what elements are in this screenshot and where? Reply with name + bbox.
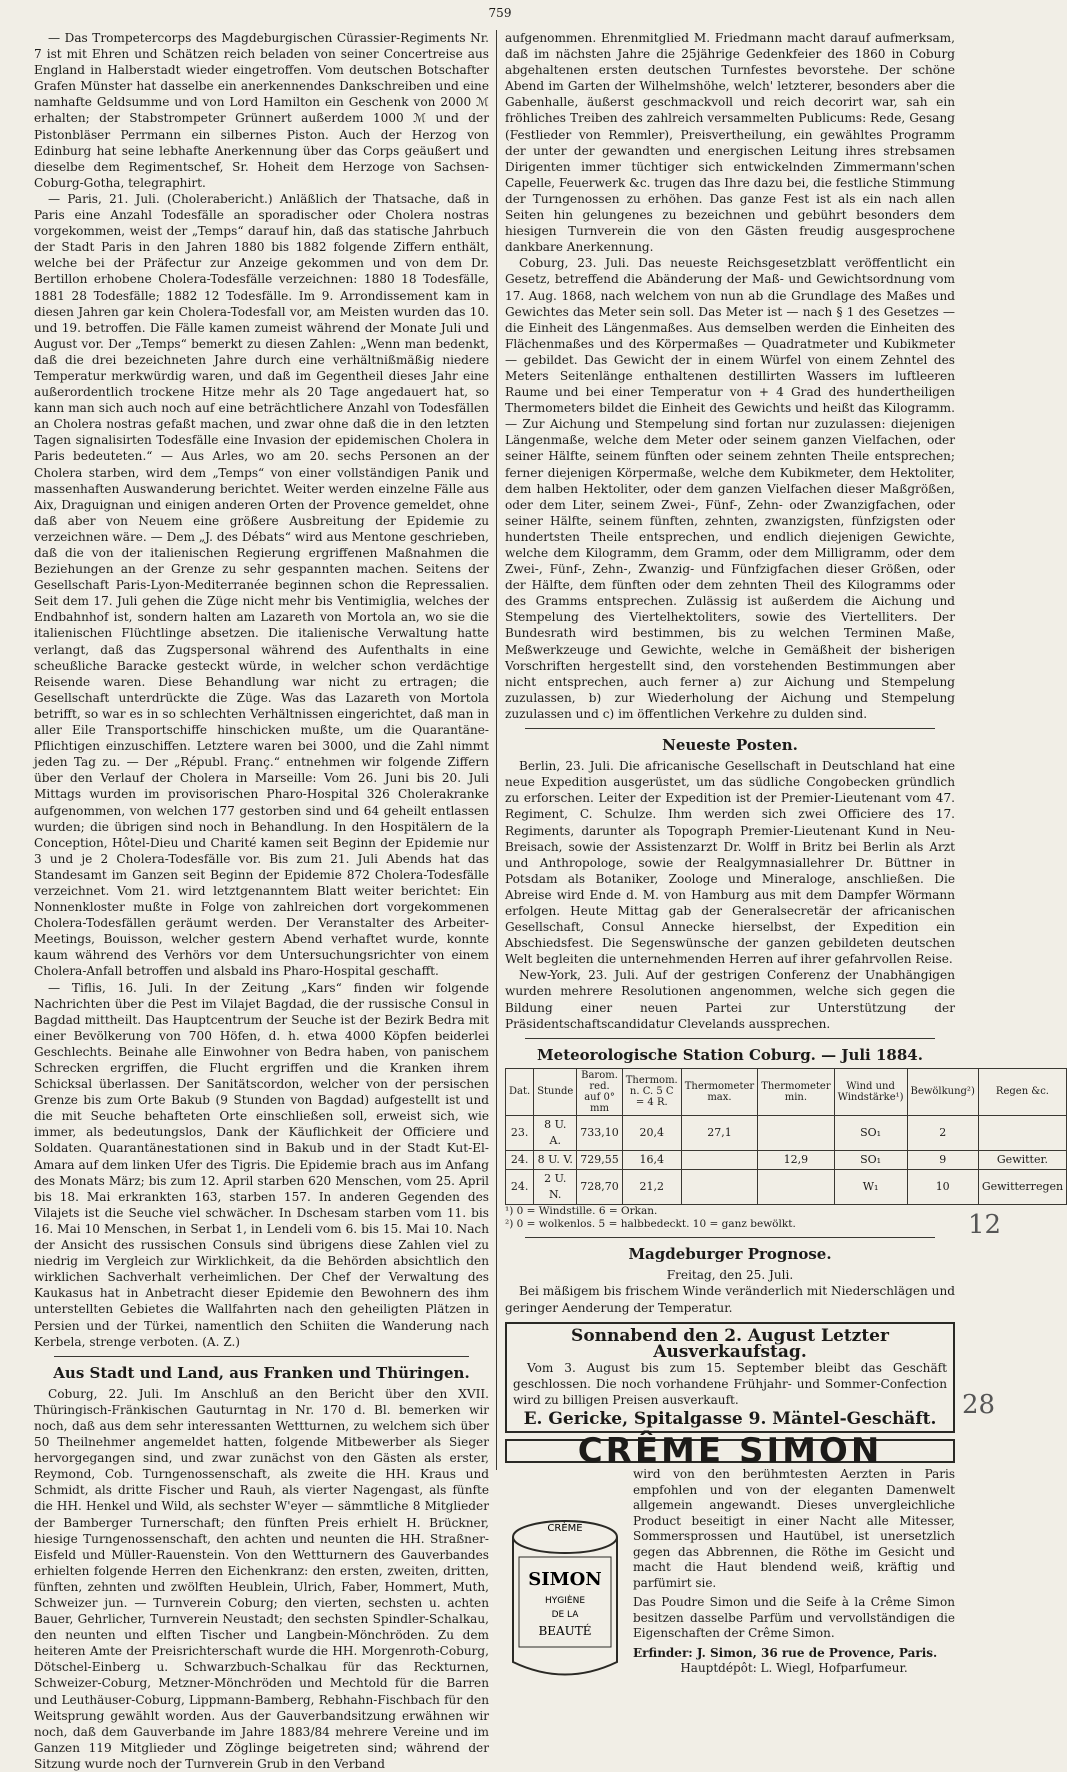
- margin-handwriting: 28: [962, 1390, 996, 1420]
- meteo-header: Thermometer max.: [681, 1068, 757, 1115]
- section-rule: [525, 1237, 935, 1238]
- meteo-note-wind: ¹) 0 = Windstille. 6 = Orkan.: [505, 1205, 658, 1218]
- table-cell: 733,10: [577, 1115, 623, 1150]
- meteo-header: Regen &c.: [978, 1068, 1066, 1115]
- table-cell: [758, 1170, 834, 1205]
- table-cell: Gewitterregen: [978, 1170, 1066, 1205]
- jar-label-de: DE LA: [551, 1610, 579, 1621]
- ad-gericke-headline: Sonnabend den 2. August Letzter Ausverkaufstag.: [571, 1325, 889, 1362]
- article-tiflis: — Tiflis, 16. Juli. In der Zeitung „Kars“ finden wir folgende Nachrichten über die Pest im Vilajet Bagdad, die der russische Consul in Bagdad mittheilt. Das Hauptcentrum der Seuche ist der Bezirk Bedra mit einer Bevölkerung von 700 Höfen, d. h. etwa 4000 Köpfen beiderlei Geschlechts. Beinahe alle Einwohner von Bedra haben, von panischem Schrecken ergriffen, die Flucht ergriffen und die Kranken ihrem Schicksal überlassen. Der Sanitätscordon, welcher von der persischen Grenze bis zum Orte Bakub (9 Stunden von Bagdad) aufgestellt ist und die mit Seuche behafteten Orte einschließen soll, erweist sich, wie immer, als bedeutungslos, Dank der Käuflichkeit der Officiere und Soldaten. Quarantänestationen sind in Bakub und in der Stadt Kut-El-Amara auf dem linken Ufer des Tigris. Die Epidemie brach aus im Anfang des Monats März; bis zum 12. April starben 620 Menschen, vom 25. April bis 18. Mai erkrankten 163, starben 157. In anderen Gegenden des Vilajets ist die Seuche viel schwächer. In Dschesam starben vom 11. bis 16. Mai 10 Menschen, in Serbat 1, in Lendeli vom 6. bis 15. Mai 10. Nach der Ansicht des russischen Consuls sind übrigens diese Zahlen viel zu niedrig im Vergleich zur Wirklichkeit, da die Behörden absichtlich den wirklichen Sachverhalt verheimlichen. Der Chef der Verwaltung des Kaukasus hat in Anbetracht dieser Epidemie den Bewohnern des ihm unterstellten Gebietes die Wallfahrten nach den geheiligten Plätzen in Persien und der Türkei, namentlich den Schiiten die Wanderung nach Kerbela, strenge verboten. (A. Z.): [34, 980, 489, 1349]
- table-cell: 729,55: [577, 1151, 623, 1170]
- meteo-header: Dat.: [506, 1068, 534, 1115]
- meteo-header: Bewölkung²): [907, 1068, 978, 1115]
- meteo-header: Thermometer min.: [758, 1068, 834, 1115]
- table-cell: 728,70: [577, 1170, 623, 1205]
- table-cell: 2 U. N.: [534, 1170, 577, 1205]
- ad-creme-simon: [505, 1431, 955, 1704]
- table-cell: 24.: [506, 1170, 534, 1205]
- creme-jar-illustration-icon: [505, 1497, 625, 1697]
- table-row: [506, 1115, 1067, 1150]
- ad-gericke: [505, 1322, 955, 1434]
- right-column: [505, 30, 1064, 1676]
- table-cell: 20,4: [622, 1115, 681, 1150]
- table-cell: 27,1: [681, 1115, 757, 1150]
- page-number: 759: [488, 6, 512, 20]
- margin-handwriting: 12: [968, 1210, 1002, 1240]
- meteo-table: [505, 1068, 1067, 1205]
- table-cell: [681, 1151, 757, 1170]
- left-column: [34, 30, 489, 1771]
- prognose-date: Freitag, den 25. Juli.: [666, 1268, 794, 1283]
- table-cell: 12,9: [758, 1151, 834, 1170]
- table-cell: 8 U. A.: [534, 1115, 577, 1150]
- meteo-title: Meteorologische Station Coburg. — Juli 1884.: [537, 1045, 923, 1064]
- table-cell: [978, 1115, 1066, 1150]
- ad-creme-depot: Hauptdépôt: L. Wiegl, Hofparfumeur.: [680, 1661, 908, 1676]
- jar-label-top: CRÈME: [547, 1523, 583, 1535]
- table-cell: SO₁: [834, 1151, 907, 1170]
- news-title: Neueste Posten.: [662, 736, 798, 755]
- table-row: [506, 1151, 1067, 1170]
- prognose-title: Magdeburger Prognose.: [628, 1245, 832, 1264]
- jar-label-beaute: BEAUTÉ: [538, 1624, 592, 1639]
- table-cell: 24.: [506, 1151, 534, 1170]
- ad-creme-text: wird von den berühmtesten Aerzten in Paris empfohlen und von der eleganten Damenwelt allgemein angewandt. Dieses unvergleichliche Product beseitigt in einer Nacht alle Mitesser, Sommersprossen und Hautübel, ist unersetzlich gegen das Abbrennen, die Röthe im Gesicht und macht die Haut blendend weiß, kräftig und parfümirt sie.: [633, 1467, 955, 1590]
- table-cell: [758, 1115, 834, 1150]
- ad-creme-title: CRÊME SIMON: [505, 1439, 955, 1463]
- section-rule: [525, 728, 935, 729]
- article-new-york: New-York, 23. Juli. Auf der gestrigen Conferenz der Unabhängigen wurden mehrere Resolutionen angenommen, welche sich gegen die Bildung einer neuen Partei zur Unterstützung der Präsidentschaftscandidatur Clevelands aussprechen.: [505, 968, 955, 1031]
- table-cell: 2: [907, 1115, 978, 1150]
- meteo-header-row: [506, 1068, 1067, 1115]
- section-rule: [525, 1038, 935, 1039]
- prognose-text: Bei mäßigem bis frischem Winde veränderlich mit Niederschlägen und geringer Aenderung der Temperatur.: [505, 1284, 955, 1315]
- meteo-header: Barom. red. auf 0° mm: [577, 1068, 623, 1115]
- table-cell: 21,2: [622, 1170, 681, 1205]
- article-trompetercorps: — Das Trompetercorps des Magdeburgischen Cürassier-Regiments Nr. 7 ist mit Ehren und Schätzen reich beladen von seiner Concertreise aus England in Halberstadt wieder eingetroffen. Vom deutschen Botschafter Grafen Münster hat dasselbe ein anerkennendes Dankschreiben und eine namhafte Geldsumme und von Lord Hamilton ein Geschenk von 2000 ℳ erhalten; der Stabstrompeter Grünnert außerdem 1000 ℳ und der Pistonbläser Perrmann ein silbernes Piston. Auch der Herzog von Edinburg hat seine lebhafte Anerkennung über das Corps geäußert und dieselbe dem Regimentschef, Sr. Hoheit dem Herzoge von Sachsen-Coburg-Gotha, telegraphirt.: [34, 31, 489, 190]
- meteo-header: Stunde: [534, 1068, 577, 1115]
- column-divider: [496, 30, 497, 1470]
- table-cell: 9: [907, 1151, 978, 1170]
- meteo-header: Wind und Windstärke¹): [834, 1068, 907, 1115]
- ad-creme-inventor: Erfinder: J. Simon, 36 rue de Provence, Paris.: [633, 1645, 938, 1660]
- meteo-header: Thermom. n. C. 5 C = 4 R.: [622, 1068, 681, 1115]
- ad-creme-text2: Das Poudre Simon und die Seife à la Crême Simon besitzen dasselbe Parfüm und vervollständigen die Eigenschaften der Crême Simon.: [633, 1595, 955, 1641]
- table-cell: SO₁: [834, 1115, 907, 1150]
- article-paris-cholera: — Paris, 21. Juli. (Cholerabericht.) Anläßlich der Thatsache, daß in Paris eine Anzahl Todesfälle an sporadischer oder Cholera nostras vorgekommen, weist der „Temps“ darauf hin, daß das statische Jahrbuch der Stadt Paris in den Jahren 1880 bis 1882 folgende Ziffern enthält, welche bei der Präfectur zur Anzeige gekommen und von dem Dr. Bertillon erhobene Cholera-Todesfälle verzeichnen: 1880 18 Todesfälle, 1881 28 Todesfälle; 1882 12 Todesfälle. Im 9. Arrondissement kam in diesen Jahren gar kein Cholera-Todesfall vor, am Meisten wurden das 10. und 19. betroffen. Die Fälle kamen zumeist während der Monate Juli und August vor. Der „Temps“ bemerkt zu diesen Zahlen: „Wenn man bedenkt, daß die drei bezeichneten Jahre durch eine verhältnißmäßig niedere Temperatur merkwürdig waren, und daß im Gegentheil dieses Jahr eine außerordentlich trockene Hitze mehr als 20 Tage angedauert hat, so kann man sich auch noch auf eine beträchtlichere Anzahl von Todesfällen an Cholera nostras gefaßt machen, und zwar ohne daß die in den letzten Tagen signalisirten Todesfälle eine Invasion der epidemischen Cholera in Paris bedeuteten.“ — Aus Arles, wo am 20. sechs Personen an der Cholera starben, wird dem „Temps“ von einer vollständigen Panik und massenhaften Auswanderung berichtet. Weiter werden einzelne Fälle aus Aix, Draguignan und einigen anderen Orten der Provence gemeldet, ohne daß aber von Neuem eine größere Ausbreitung der Epidemie zu verzeichnen wäre. — Dem „J. des Débats“ wird aus Mentone geschrieben, daß die von der italienischen Regierung ergriffenen Maßnahmen die Beziehungen an der Grenze zu sehr gespannten machen. Seitens der Gesellschaft Paris-Lyon-Mediterranée beginnen schon die Repressalien. Seit dem 17. Juli gehen die Züge nicht mehr bis Ventimiglia, welches der Endbahnhof ist, sondern halten am Lazareth von Mortola an, wo sie die italienischen Flüchtlinge absetzen. Die italienische Verwaltung hatte verlangt, daß das Zugspersonal während des Aufenthalts in eine scheußliche Baracke gesteckt würde, in welcher schon verdächtige Reisende waren. Diese Behandlung war nicht zu ertragen; die Gesellschaft unterdrückte die Züge. Was das Lazareth von Mortola betrifft, so war es in so schlechten Verhältnissen eingerichtet, daß man in aller Eile Transportschiffe hinschicken mußte, um die Quarantäne-Pflichtigen einzuschiffen. Letztere waren bei 3000, und die Zahl nimmt jeden Tag zu. — Der „Républ. Franç.“ entnehmen wir folgende Ziffern über den Verlauf der Cholera in Marseille: Vom 26. Juni bis 20. Juli Mittags wurden im provisorischen Pharo-Hospital 326 Cholerakranke aufgenommen, von welchen 177 gestorben sind und 64 geheilt entlassen wurden; die übrigen sind noch in Behandlung. In den Hospitälern de la Conception, Hôtel-Dieu und Charité kamen seit Beginn der Epidemie nur 3 und je 2 Cholera-Todesfälle vor. Bis zum 21. Juli Abends hat das Standesamt im Ganzen seit Beginn der Epidemie 872 Cholera-Todesfälle verzeichnet. Vom 21. wird letztgenanntem Blatt weiter berichtet: Ein Nonnenkloster mußte in Folge von zahlreichen dort vorgekommenen Cholera-Todesfällen geräumt werden. Der Veranstalter des Arbeiter-Meetings, Bouisson, welcher gestern Abend verhaftet wurde, konnte kaum während des Verhörs vor dem Untersuchungsrichter von einem Cholera-Anfall betroffen und alsbald ins Pharo-Hospital geschafft.: [34, 191, 489, 979]
- meteo-note-cloud: ²) 0 = wolkenlos. 5 = halbbedeckt. 10 = ganz bewölkt.: [505, 1218, 796, 1231]
- article-continuation: aufgenommen. Ehrenmitglied M. Friedmann macht darauf aufmerksam, daß im nächsten Jahre die 25jährige Gedenkfeier des 1860 in Coburg abgehaltenen ersten deutschen Turnfestes bevorstehe. Der schöne Abend im Garten der Wilhelmshöhe, welch' letzterer, besonders aber die Gabenhalle, äußerst geschmackvoll und reich decorirt war, sah ein fröhliches Treiben des zahlreich versammelten Publicums: Rede, Gesang (Festlieder von Remmler), Preisvertheilung, ein gewähltes Programm der unter der gewandten und energischen Leitung ihres strebsamen Dirigenten immer tüchtiger sich entwickelnden Zimmermann'schen Capelle, Feuerwerk &c. trugen das Ihre dazu bei, die festliche Stimmung der Turngenossen zu erhöhen. Das ganze Fest ist als ein nach allen Seiten hin gelungenes zu bezeichnen und gebührt besonders dem hiesigen Turnverein die von den Gästen freudig ausgesprochene dankbare Anerkennung.: [505, 31, 955, 255]
- jar-label-hygiene: HYGIÈNE: [545, 1596, 585, 1607]
- section-rule: [54, 1356, 469, 1357]
- table-row: [506, 1170, 1067, 1205]
- table-cell: W₁: [834, 1170, 907, 1205]
- table-cell: 23.: [506, 1115, 534, 1150]
- jar-label-brand: SIMON: [528, 1569, 602, 1591]
- article-coburg-mass: Coburg, 23. Juli. Das neueste Reichsgesetzblatt veröffentlicht ein Gesetz, betreffend die Abänderung der Maß- und Gewichtsordnung vom 17. Aug. 1868, nach welchem von nun ab die Grundlage des Maßes und Gewichtes das Meter sein soll. Das Meter ist — nach § 1 des Gesetzes — die Einheit des Längenmaßes. Aus demselben werden die Einheiten des Flächenmaßes und des Körpermaßes — Quadratmeter und Kubikmeter — gebildet. Das Gewicht der in einem Würfel von einem Zehntel des Meters Seitenlänge enthaltenen destillirten Wassers im luftleeren Raume und bei einer Temperatur von + 4 Grad des hundertheiligen Thermometers bildet die Einheit des Gewichts und heißt das Kilogramm. — Zur Aichung und Stempelung sind fortan nur zuzulassen: diejenigen Längenmaße, welche dem Meter oder seinem ganzen Vielfachen, oder seiner Hälfte, seinem fünften oder seinem zehnten Theile entsprechen; ferner diejenigen Körpermaße, welche dem Kubikmeter, dem Hektoliter, dem halben Hektoliter, oder dem ganzen Vielfachen dieser Maßgrößen, oder dem Liter, seinem Zwei-, Fünf-, Zehn- oder Zwanzigfachen, oder seiner Hälfte, seinem fünften, zehnten, zwanzigsten, fünfzigsten oder hundertsten Theile entsprechen, und endlich diejenigen Gewichte, welche dem Kilogramm, dem Gramm, oder dem Milligramm, oder dem Zwei-, Fünf-, Zehn-, Zwanzig- und Fünfzigfachen dieser Größen, oder der Hälfte, dem fünften oder dem zehnten Theil des Kilogramms oder des Gramms entsprechen. Zulässig ist außerdem die Aichung und Stempelung des Viertelhektoliters, sowie des Viertelliters. Der Bundesrath wird bestimmen, bis zu welchen Terminen Maße, Meßwerkzeuge und Gewichte, welche in Gemäßheit der bisherigen Vorschriften hergestellt sind, den vorstehenden Bestimmungen aber nicht entsprechen, auch ferner a) zur Aichung und Stempelung zuzulassen, b) zur Wiederholung der Aichung und Stempelung zuzulassen und c) im öffentlichen Verkehre zu dulden sind.: [505, 256, 955, 721]
- article-coburg-turnen: Coburg, 22. Juli. Im Anschluß an den Bericht über den XVII. Thüringisch-Fränkischen Gauturntag in Nr. 170 d. Bl. bemerken wir noch, daß aus dem sehr interessanten Wettturnen, zu welchem sich über 50 Theilnehmer angemeldet hatten, folgende Mitbewerber als Sieger hervorgegangen sind, und zwar zunächst von den Gästen als erster, Reymond, Cob. Turngenossenschaft, als zweite die HH. Kraus und Schmidt, als dritte Fischer und Rauh, als vierter Nagengast, als fünfte die HH. Henkel und Wild, als sechster W'eyer — sämmtliche 8 Mitglieder der Bamberger Turnerschaft; den fünften Preis erhielt H. Brückner, hiesige Turngenossenschaft, den achten und neunten die HH. Straßner-Eisfeld und Müller-Rauenstein. Von den Wettturnern des Gauverbandes erhielten folgende Herren den Eichenkranz: den ersten, zweiten, dritten, fünften, zehnten und zwölften Heublein, Ulrich, Faber, Hommert, Muth, Schweizer jun. — Turnverein Coburg; den vierten, sechsten u. achten Bauer, Gehrlicher, Turnverein Neustadt; den sechsten Spindler-Schalkau, den neunten und elften Tischer und Langbein-Mönchröden. Zu dem heiteren Amte der Preisrichterschaft wurde die HH. Morgenroth-Coburg, Dötschel-Einberg u. Schwarzbuch-Schalkau für das Reckturnen, Schweizer-Coburg, Metzner-Mönchröden und Mechtold für die Barren und Leuthäuser-Coburg, Lippmann-Bamberg, Rebhahn-Fischbach für den Weitsprung gewählt worden. Aus der Gauverbandsitzung erwähnen wir noch, daß dem Gauverbande im Jahre 1883/84 mehrere Vereine und im Ganzen 119 Mitglieder und Zöglinge beigetreten sind; während der Sitzung wurde noch der Turnverein Grub in den Verband: [34, 1386, 489, 1771]
- article-berlin: Berlin, 23. Juli. Die africanische Gesellschaft in Deutschland hat eine neue Expedition ausgerüstet, um das südliche Congobecken gründlich zu erforschen. Leiter der Expedition ist der Premier-Lieutenant vom 47. Regiment, C. Schulze. Ihm werden sich zwei Officiere des 17. Regiments, darunter als Topograph Premier-Lieutenant Kund in Neu-Breisach, sowie der Assistenzarzt Dr. Wolff in Britz bei Berlin als Arzt und Anthropologe, sowie der Realgymnasiallehrer Dr. Büttner in Potsdam als Botaniker, Zoologe und Mineraloge, anschließen. Die Abreise wird Ende d. M. von Hamburg aus mit dem Dampfer Wörmann erfolgen. Heute Mittag gab der Generalsecretär der africanischen Gesellschaft, Consul Annecke hierselbst, der Expedition ein Abschiedsfest. Die Segenswünsche der ganzen gebildeten deutschen Welt begleiten die unternehmenden Herren auf ihrer gefahrvollen Reise.: [505, 759, 955, 967]
- table-cell: Gewitter.: [978, 1151, 1066, 1170]
- table-cell: 16,4: [622, 1151, 681, 1170]
- table-cell: [681, 1170, 757, 1205]
- ad-gericke-firm: E. Gericke, Spitalgasse 9. Mäntel-Geschäft.: [523, 1409, 937, 1430]
- section-title-stadt-land: Aus Stadt und Land, aus Franken und Thüringen.: [53, 1363, 470, 1382]
- table-cell: 10: [907, 1170, 978, 1205]
- table-cell: 8 U. V.: [534, 1151, 577, 1170]
- ad-gericke-text: Vom 3. August bis zum 15. September bleibt das Geschäft geschlossen. Die noch vorhandene Frühjahr- und Sommer-Confection wird zu billigen Preisen ausverkauft.: [513, 1360, 947, 1408]
